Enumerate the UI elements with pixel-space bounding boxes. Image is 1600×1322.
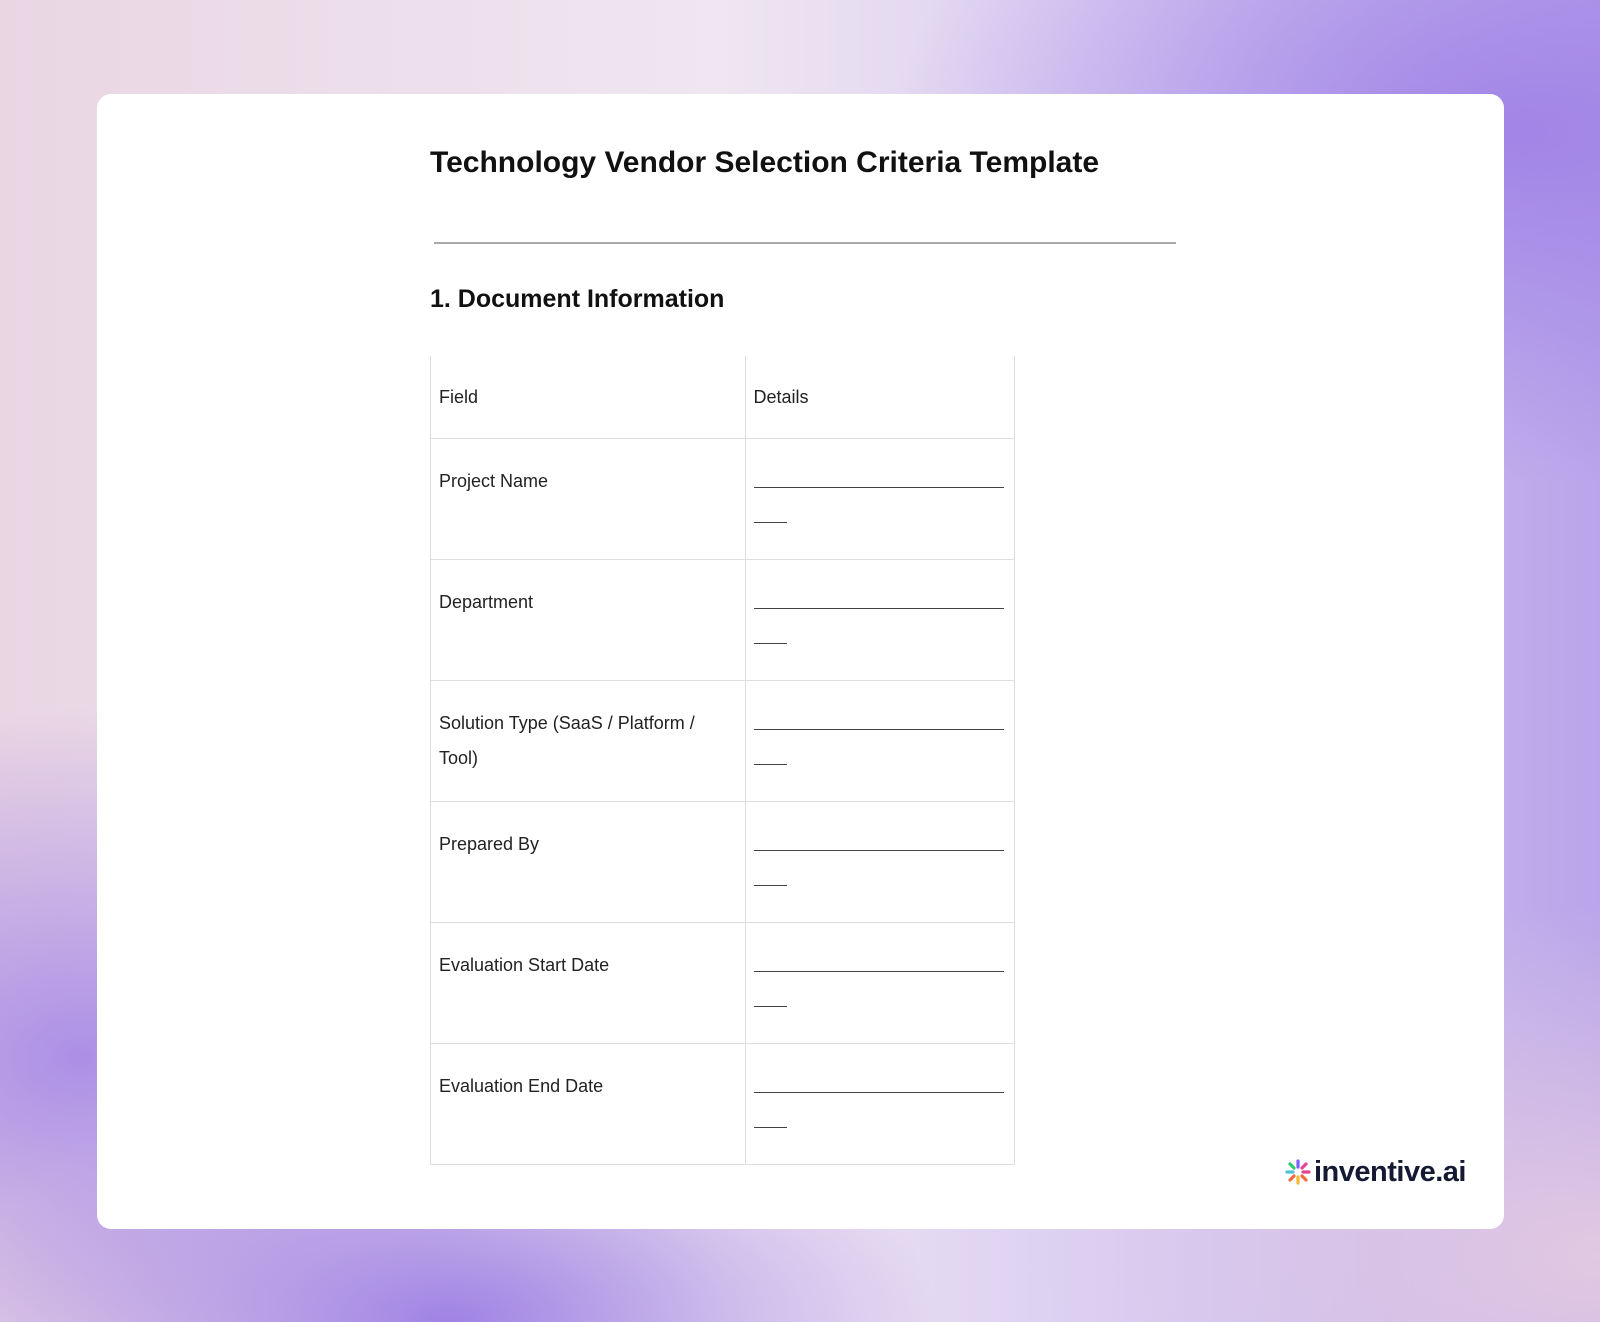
details-cell[interactable]: [745, 560, 1014, 681]
blank-underline-short: [754, 522, 787, 523]
field-cell: [431, 439, 746, 560]
blank-underline: [754, 487, 1004, 488]
table-row: [431, 560, 1015, 681]
field-label-project-name: Project Name: [439, 471, 549, 491]
field-label-department: Department: [439, 592, 534, 612]
table-row: [431, 439, 1015, 560]
details-cell[interactable]: [745, 802, 1014, 923]
blank-line-department[interactable]: [746, 560, 1014, 678]
blank-underline-short: [754, 643, 787, 644]
section-heading: 1. Document Information: [430, 285, 725, 313]
header-field-label: Field: [439, 386, 479, 407]
blank-line-solution-type[interactable]: [746, 681, 1014, 799]
document-info-table: [430, 356, 1015, 1165]
table-row: [431, 802, 1015, 923]
header-details-label: Details: [753, 386, 809, 407]
field-label-evaluation-start-date: Evaluation Start Date: [439, 955, 610, 975]
table-row: [431, 681, 1015, 802]
blank-underline: [754, 971, 1004, 972]
starburst-logo-icon: [1285, 1159, 1311, 1185]
brand-logo: [1285, 1152, 1466, 1192]
header-field-cell: [431, 356, 746, 439]
blank-underline: [754, 850, 1004, 851]
blank-underline-short: [754, 764, 787, 765]
blank-underline-short: [754, 1127, 787, 1128]
field-cell: [431, 923, 746, 1044]
table-row: [431, 923, 1015, 1044]
document-title: Technology Vendor Selection Criteria Template: [430, 146, 1100, 179]
field-label-solution-type: Solution Type (SaaS / Platform / Tool): [439, 713, 695, 768]
brand-name: inventive.ai: [1314, 1155, 1466, 1188]
document-card: [97, 94, 1504, 1229]
field-cell: [431, 802, 746, 923]
blank-underline: [754, 608, 1004, 609]
header-details-cell: [745, 356, 1014, 439]
blank-underline: [754, 729, 1004, 730]
field-cell: [431, 681, 746, 802]
blank-underline: [754, 1092, 1004, 1093]
blank-line-project-name[interactable]: [746, 439, 1014, 557]
details-cell[interactable]: [745, 681, 1014, 802]
title-divider: [434, 242, 1176, 244]
field-cell: [431, 560, 746, 681]
blank-line-prepared-by[interactable]: [746, 802, 1014, 920]
field-cell: [431, 1044, 746, 1165]
details-cell[interactable]: [745, 1044, 1014, 1165]
blank-line-evaluation-start-date[interactable]: [746, 923, 1014, 1041]
field-label-prepared-by: Prepared By: [439, 834, 540, 854]
field-label-evaluation-end-date: Evaluation End Date: [439, 1076, 604, 1096]
table-row: [431, 1044, 1015, 1165]
blank-line-evaluation-end-date[interactable]: [746, 1044, 1014, 1162]
blank-underline-short: [754, 1006, 787, 1007]
blank-underline-short: [754, 885, 787, 886]
details-cell[interactable]: [745, 439, 1014, 560]
table-header-row: [431, 356, 1015, 439]
details-cell[interactable]: [745, 923, 1014, 1044]
